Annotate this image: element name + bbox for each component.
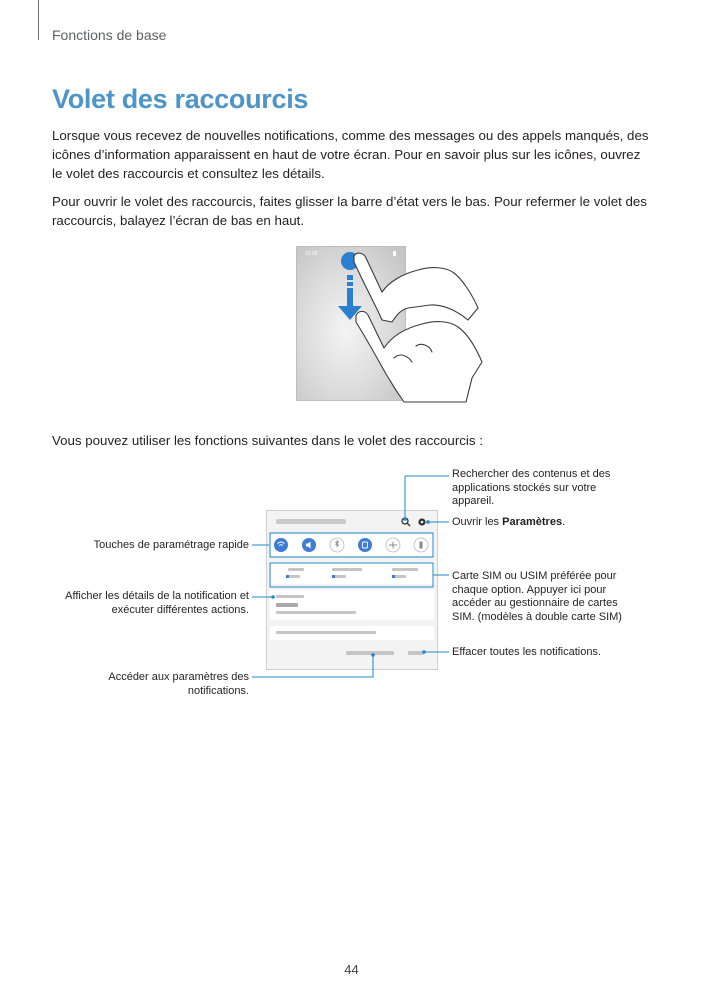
status-time: 10:00 [305,251,318,257]
section-header: Fonctions de base [52,27,167,43]
functions-paragraph: Vous pouvez utiliser les fonctions suivantes dans le volet des raccourcis : [52,433,483,448]
callout-settings: Ouvrir les Paramètres. [452,516,566,528]
page-number: 44 [344,962,359,977]
callout-notification-settings: Accéder aux paramètres des notifications. [108,671,249,697]
callout-clear: Effacer toutes les notifications. [452,646,601,658]
callout-search: Rechercher des contenus et des applications stockés sur votre appareil. [452,468,611,507]
intro-paragraph: Lorsque vous recevez de nouvelles notifications, comme des messages ou des appels manqués, des icônes d’information apparaissent en haut de votre écran. Pour en savoir plus sur les icônes, ouvrez le volet des raccourcis et consultez les détails. [52,128,649,181]
page-title: Volet des raccourcis [52,84,309,114]
callout-notification-details: Afficher les détails de la notification et exécuter différentes actions. [65,590,249,616]
callout-sim: Carte SIM ou USIM préférée pour chaque option. Appuyer ici pour accéder au gestionnaire de cartes SIM. (modèles à double carte SIM) [452,570,622,623]
callout-quick-settings: Touches de paramétrage rapide [93,539,249,551]
open-panel-paragraph: Pour ouvrir le volet des raccourcis, faites glisser la barre d’état vers le bas. Pour refermer le volet des raccourcis, balayez l’écran de bas en haut. [52,194,647,228]
